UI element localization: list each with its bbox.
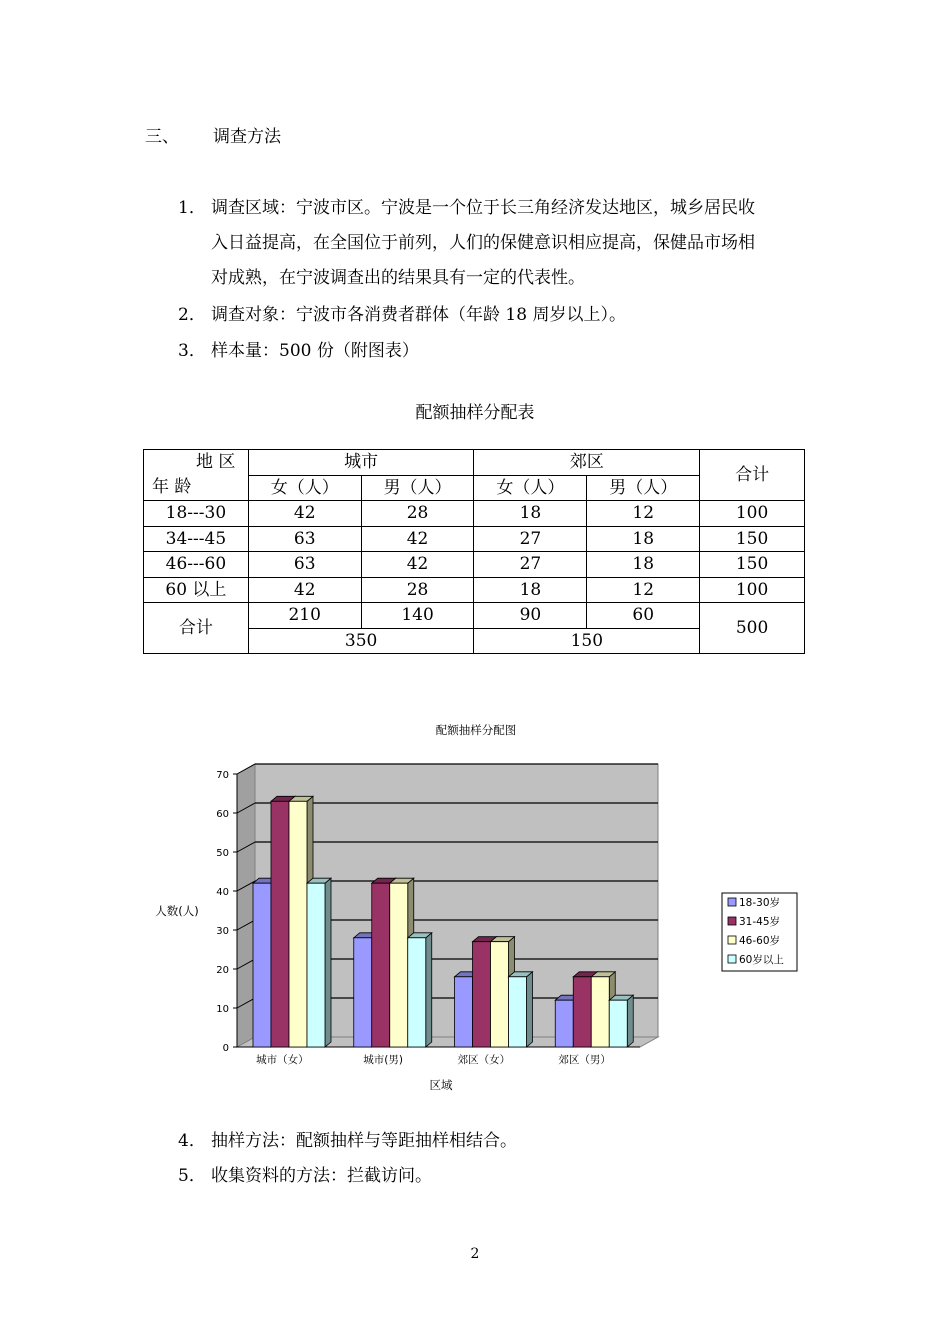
value-cell: 18 xyxy=(474,501,587,527)
item-number: 2． xyxy=(178,305,206,325)
corner-region-label: 地 区 xyxy=(196,452,236,472)
list-item-1 xyxy=(178,192,755,224)
value-cell: 42 xyxy=(248,577,361,603)
value-cell: 18 xyxy=(587,552,700,578)
header-suburb: 郊区 xyxy=(474,450,700,476)
chart-y-tick-label: 0 xyxy=(222,1043,229,1054)
chart-x-tick-label: 城市(男) xyxy=(363,1054,403,1066)
table-row xyxy=(144,577,805,603)
item-number: 4． xyxy=(178,1131,206,1151)
row-total-cell: 100 xyxy=(700,501,805,527)
value-cell: 18 xyxy=(474,577,587,603)
value-cell: 18 xyxy=(587,526,700,552)
chart-legend-label: 46-60岁 xyxy=(739,935,781,947)
subheader-cell: 女（人） xyxy=(248,475,361,501)
value-cell: 27 xyxy=(474,552,587,578)
row-total-cell: 150 xyxy=(700,552,805,578)
value-cell: 63 xyxy=(248,552,361,578)
grand-total-cell: 500 xyxy=(700,603,805,654)
chart-legend xyxy=(722,893,797,971)
age-cell: 60 以上 xyxy=(144,577,249,603)
chart-side-wall xyxy=(237,764,255,1047)
sum-city-cell: 350 xyxy=(248,628,474,654)
chart-legend-label: 31-45岁 xyxy=(739,916,781,928)
age-cell: 34---45 xyxy=(144,526,249,552)
sum-suburb-cell: 150 xyxy=(474,628,700,654)
table-row xyxy=(144,526,805,552)
chart-bar xyxy=(307,878,331,1047)
quota-table xyxy=(143,449,805,654)
chart-y-tick-label: 60 xyxy=(216,809,229,820)
chart-legend-swatch xyxy=(728,898,736,906)
sum-cell: 140 xyxy=(361,603,474,629)
quota-bar-chart xyxy=(0,700,950,1105)
age-cell: 46---60 xyxy=(144,552,249,578)
list-item-3 xyxy=(178,335,419,367)
table-row xyxy=(144,552,805,578)
chart-title: 配额抽样分配图 xyxy=(435,723,517,737)
row-total-cell: 150 xyxy=(700,526,805,552)
item-number: 1． xyxy=(178,198,206,218)
table-corner-cell xyxy=(144,450,249,501)
row-total-cell: 100 xyxy=(700,577,805,603)
chart-y-tick-label: 30 xyxy=(216,926,229,937)
chart-x-ticks xyxy=(256,1053,611,1066)
item-text: 调查区域：宁波市区。宁波是一个位于长三角经济发达地区，城乡居民收 xyxy=(211,198,755,218)
item-number: 3． xyxy=(178,341,206,361)
age-cell: 18---30 xyxy=(144,501,249,527)
chart-x-tick-label: 郊区（男） xyxy=(558,1054,611,1066)
subheader-cell: 男（人） xyxy=(361,475,474,501)
sum-cell: 90 xyxy=(474,603,587,629)
table-row xyxy=(144,501,805,527)
page-number: 2 xyxy=(470,1246,480,1262)
value-cell: 42 xyxy=(361,526,474,552)
chart-x-tick-label: 城市（女） xyxy=(256,1054,309,1066)
item-text: 调查对象：宁波市各消费者群体（年龄 18 周岁以上）。 xyxy=(211,305,626,325)
chart-bar xyxy=(408,933,432,1047)
item-text: 样本量：500 份（附图表） xyxy=(211,341,419,361)
list-item-2 xyxy=(178,299,626,331)
item-number: 5． xyxy=(178,1166,206,1186)
value-cell: 12 xyxy=(587,501,700,527)
sum-cell: 210 xyxy=(248,603,361,629)
chart-y-tick-label: 70 xyxy=(216,770,229,781)
item-text: 抽样方法：配额抽样与等距抽样相结合。 xyxy=(211,1131,517,1151)
subheader-cell: 男（人） xyxy=(587,475,700,501)
header-total: 合计 xyxy=(700,450,805,501)
chart-legend-swatch xyxy=(728,936,736,944)
list-item-5 xyxy=(178,1160,432,1192)
sum-label-cell: 合计 xyxy=(144,603,249,654)
value-cell: 28 xyxy=(361,501,474,527)
value-cell: 27 xyxy=(474,526,587,552)
value-cell: 42 xyxy=(248,501,361,527)
item-text: 收集资料的方法：拦截访问。 xyxy=(211,1166,432,1186)
section-number: 三、 xyxy=(145,127,179,147)
chart-y-axis-label: 人数(人) xyxy=(155,904,199,918)
chart-bar xyxy=(509,972,533,1047)
section-heading xyxy=(145,122,281,147)
value-cell: 63 xyxy=(248,526,361,552)
subheader-cell: 女（人） xyxy=(474,475,587,501)
chart-y-tick-label: 20 xyxy=(216,965,229,976)
header-city: 城市 xyxy=(248,450,474,476)
chart-y-tick-label: 50 xyxy=(216,848,229,859)
table-title: 配额抽样分配表 xyxy=(415,403,535,423)
chart-y-tick-label: 40 xyxy=(216,887,229,898)
chart-bar xyxy=(609,995,633,1047)
list-item-4 xyxy=(178,1125,517,1157)
value-cell: 12 xyxy=(587,577,700,603)
chart-legend-swatch xyxy=(728,917,736,925)
sum-cell: 60 xyxy=(587,603,700,629)
chart-y-tick-label: 10 xyxy=(216,1004,229,1015)
chart-legend-label: 60岁以上 xyxy=(739,954,784,966)
chart-x-axis-label: 区域 xyxy=(429,1078,453,1092)
value-cell: 42 xyxy=(361,552,474,578)
item-1-line-3: 对成熟，在宁波调查出的结果具有一定的代表性。 xyxy=(211,268,585,288)
corner-age-label: 年 龄 xyxy=(152,477,192,497)
section-title: 调查方法 xyxy=(213,127,281,147)
chart-x-tick-label: 郊区（女） xyxy=(457,1054,511,1066)
chart-legend-label: 18-30岁 xyxy=(739,897,781,909)
chart-legend-swatch xyxy=(728,955,736,963)
value-cell: 28 xyxy=(361,577,474,603)
item-1-line-2: 入日益提高，在全国位于前列，人们的保健意识相应提高，保健品市场相 xyxy=(211,233,755,253)
